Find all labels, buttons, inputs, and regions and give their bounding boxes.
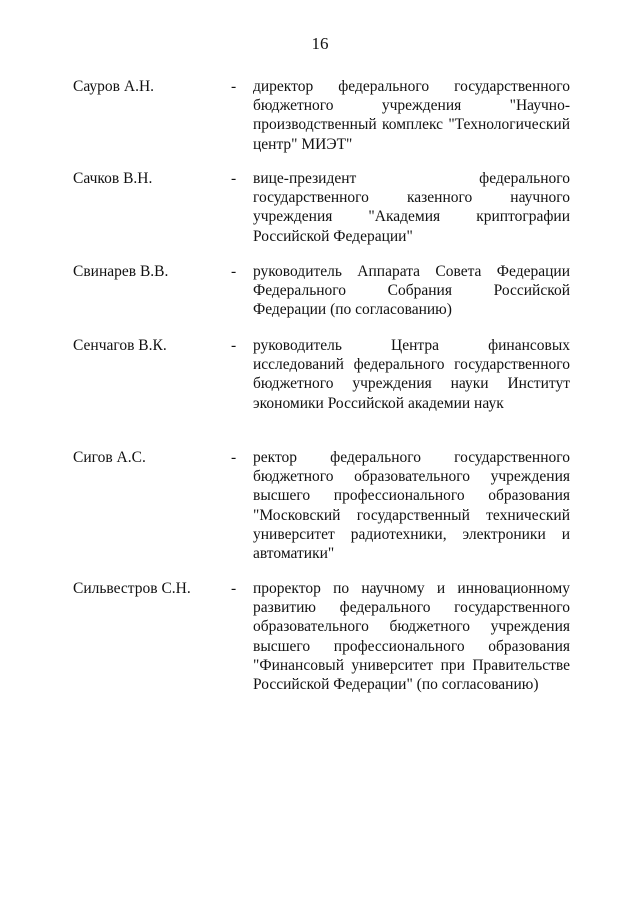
separator-dash: -: [231, 580, 237, 597]
person-position: руководитель Центра финансовых исследований федерального государственного бюджетного учреждения науки Институт экономики Российской академии наук: [253, 337, 570, 412]
separator-dash: -: [231, 78, 237, 95]
separator-dash: -: [231, 337, 237, 354]
person-name: Свинарев В.В.: [73, 263, 169, 280]
separator-dash: -: [231, 449, 237, 466]
separator-dash: -: [231, 170, 237, 187]
person-position: директор федерального государственного бюджетного учреждения "Научно-производственный комплекс "Технологический центр" МИЭТ": [253, 78, 570, 153]
person-position: руководитель Аппарата Совета Федерации Федерального Собрания Российской Федерации (по согласованию): [253, 263, 570, 319]
person-name: Сауров А.Н.: [73, 78, 155, 95]
person-position: проректор по научному и инновационному развитию федерального государственного образовательного бюджетного учреждения высшего профессионального образования "Финансовый университет при Правительстве Российской Федерации" (по согласованию): [253, 580, 570, 694]
person-name: Сенчагов В.К.: [73, 337, 167, 354]
person-name: Сачков В.Н.: [73, 170, 153, 187]
person-position: вице-президент федерального государственного казенного научного учреждения "Академия криптографии Российской Федерации": [253, 170, 570, 245]
separator-dash: -: [231, 263, 237, 280]
person-name: Сильвестров С.Н.: [73, 580, 191, 597]
page-number: 16: [311, 34, 329, 53]
person-name: Сигов А.С.: [73, 449, 146, 466]
person-position: ректор федерального государственного бюджетного образовательного учреждения высшего профессионального образования "Московский государственный технический университет радиотехники, электроники и автоматики": [253, 449, 570, 563]
